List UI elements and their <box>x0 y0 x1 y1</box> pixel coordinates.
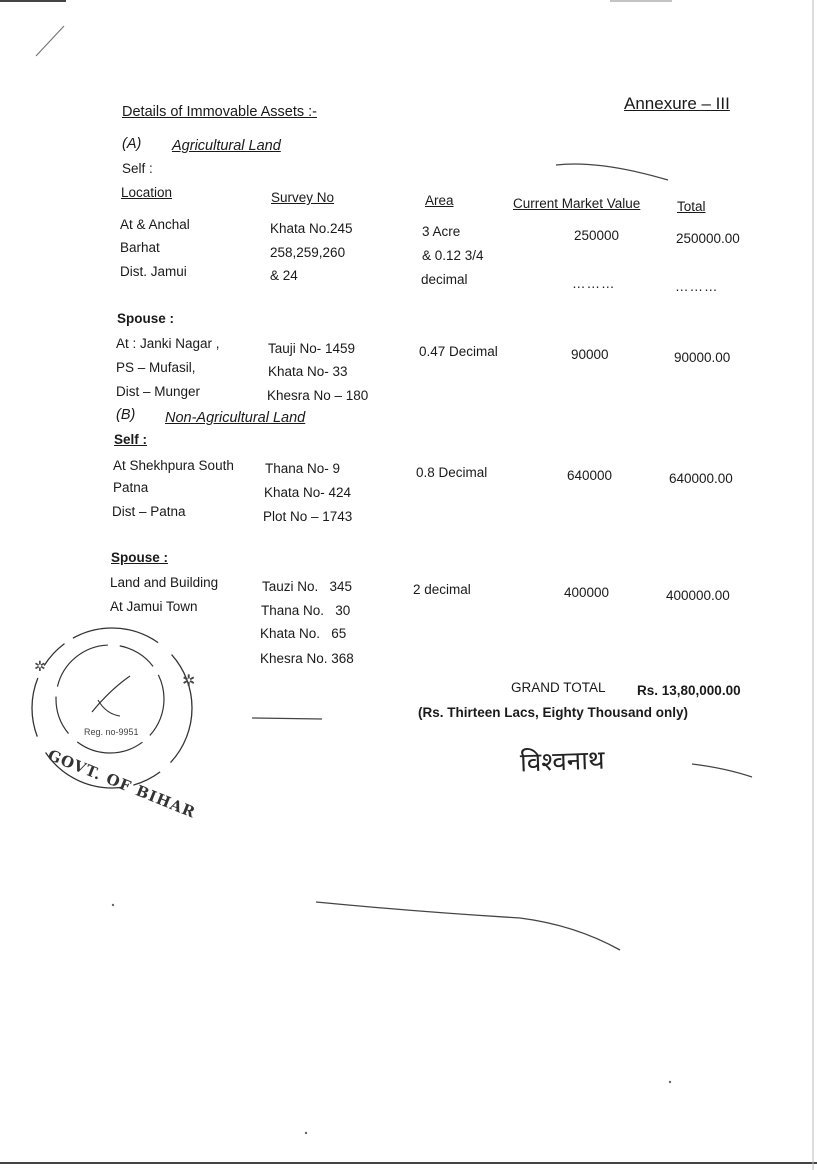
a-self-location-2: Barhat <box>120 240 160 255</box>
b-self-value: 640000 <box>567 468 613 483</box>
a-spouse-location-2: PS – Mufasil, <box>116 360 196 375</box>
b-spouse-survey-4: Khesra No. 368 <box>260 651 354 666</box>
a-spouse-area: 0.47 Decimal <box>419 344 498 359</box>
a-self-area-2: & 0.12 3/4 <box>422 248 484 263</box>
seal-text: GOVT. OF BIHAR <box>45 746 199 822</box>
b-spouse-value: 400000 <box>564 585 610 600</box>
b-spouse-area: 2 decimal <box>413 582 471 597</box>
b-self-location-2: Patna <box>113 480 149 495</box>
pen-stroke <box>252 718 322 719</box>
b-self-area: 0.8 Decimal <box>416 465 488 480</box>
b-spouse-total: 400000.00 <box>666 588 730 603</box>
b-self-total: 640000.00 <box>669 471 733 486</box>
signature: विश्वनाथ <box>519 745 606 779</box>
a-self-survey-1: Khata No.245 <box>270 221 353 236</box>
speck <box>305 1132 307 1134</box>
seal-emblem <box>92 676 130 712</box>
speck <box>112 904 114 906</box>
b-self-label: Self : <box>114 432 148 447</box>
b-self-survey-3: Plot No – 1743 <box>263 509 353 524</box>
a-self-survey-3: & 24 <box>270 268 298 283</box>
stray-mark <box>36 26 64 56</box>
col-area: Area <box>425 193 454 208</box>
section-a-code: (A) <box>122 136 142 152</box>
a-self-location-1: At & Anchal <box>120 217 190 232</box>
col-location: Location <box>121 185 173 200</box>
section-a-title: Agricultural Land <box>172 138 281 154</box>
a-self-label: Self : <box>122 161 153 176</box>
seal-reg-number: Reg. no-9951 <box>84 727 139 737</box>
a-spouse-value: 90000 <box>571 347 609 362</box>
col-total: Total <box>677 199 706 214</box>
b-spouse-location-2: At Jamui Town <box>110 599 198 614</box>
b-self-location-1: At Shekhpura South <box>113 458 234 473</box>
speck <box>669 1081 671 1083</box>
a-spouse-label: Spouse : <box>117 311 175 326</box>
annexure-label: Annexure – III <box>624 94 730 113</box>
a-spouse-survey-2: Khata No- 33 <box>268 364 348 379</box>
a-self-survey-2: 258,259,260 <box>270 245 346 260</box>
seal-star-icon: ✲ <box>182 671 196 690</box>
b-self-survey-1: Thana No- 9 <box>265 461 341 476</box>
a-spouse-total: 90000.00 <box>674 350 731 365</box>
section-b-title: Non-Agricultural Land <box>165 410 306 426</box>
seal-emblem <box>98 700 120 716</box>
section-b-code: (B) <box>116 407 136 423</box>
grand-total-words: (Rs. Thirteen Lacs, Eighty Thousand only) <box>418 705 689 720</box>
a-self-location-3: Dist. Jamui <box>120 264 187 279</box>
pen-stroke <box>556 164 668 180</box>
b-spouse-location-1: Land and Building <box>110 575 219 590</box>
pen-stroke <box>692 764 752 777</box>
col-survey: Survey No <box>271 190 335 205</box>
b-spouse-survey-3: Khata No. 65 <box>260 626 347 641</box>
grand-total-amount: Rs. 13,80,000.00 <box>637 683 741 698</box>
a-self-value: 250000 <box>574 228 620 243</box>
seal-star-icon: ✲ <box>34 659 46 675</box>
a-self-total-dots: ……… <box>675 279 719 294</box>
b-spouse-survey-2: Thana No. 30 <box>261 603 351 618</box>
b-self-survey-2: Khata No- 424 <box>264 485 352 500</box>
pen-stroke-long <box>316 902 620 950</box>
page-heading: Details of Immovable Assets :- <box>122 104 318 120</box>
a-spouse-survey-3: Khesra No – 180 <box>267 388 369 403</box>
col-value: Current Market Value <box>513 196 641 211</box>
b-self-location-3: Dist – Patna <box>112 504 186 519</box>
a-self-value-dots: ……… <box>572 276 616 291</box>
b-spouse-label: Spouse : <box>111 550 169 565</box>
a-self-total: 250000.00 <box>676 231 740 246</box>
grand-total-label: GRAND TOTAL <box>511 680 606 695</box>
a-spouse-location-1: At : Janki Nagar , <box>116 336 220 351</box>
a-self-area-1: 3 Acre <box>422 224 461 239</box>
a-spouse-location-3: Dist – Munger <box>116 384 201 399</box>
a-self-area-3: decimal <box>421 272 468 287</box>
b-spouse-survey-1: Tauzi No. 345 <box>262 579 353 594</box>
a-spouse-survey-1: Tauji No- 1459 <box>268 341 356 356</box>
